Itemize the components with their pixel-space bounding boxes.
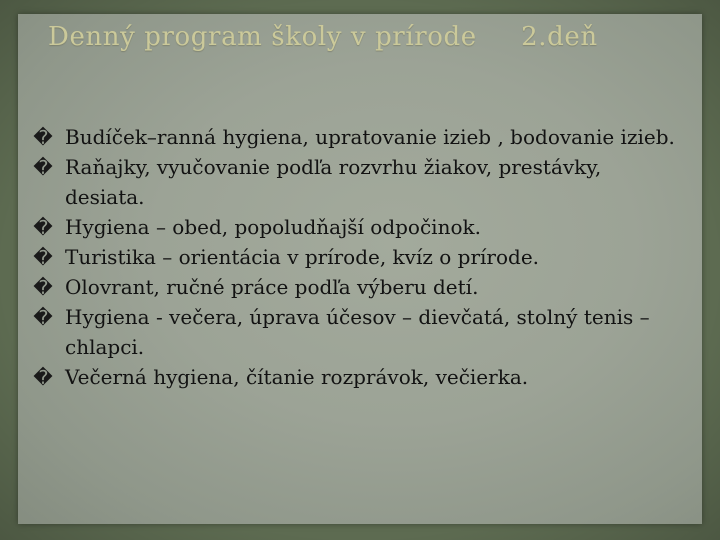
list-item: [30, 122, 680, 152]
list-item-text: Olovrant, ručné práce podľa výberu detí.: [65, 275, 479, 299]
list-item: [30, 302, 680, 362]
slide-title: Denný program školy v prírode 2.deň: [48, 22, 598, 52]
list-item-text: Hygiena - večera, úprava účesov – dievčatá, stolný tenis – chlapci.: [65, 305, 650, 359]
bullet-icon: �: [33, 127, 53, 149]
bullet-icon: �: [33, 247, 53, 269]
list-item: [30, 212, 680, 242]
list-item-text: Turistika – orientácia v prírode, kvíz o prírode.: [65, 245, 540, 269]
list-item-text: Budíček–ranná hygiena, upratovanie izieb , bodovanie izieb.: [65, 125, 675, 149]
list-item: [30, 152, 680, 212]
list-item: [30, 242, 680, 272]
bullet-icon: �: [33, 307, 53, 329]
bullet-icon: �: [33, 157, 53, 179]
list-item-text: Večerná hygiena, čítanie rozprávok, večierka.: [65, 365, 529, 389]
bullet-icon: �: [33, 277, 53, 299]
list-item: [30, 362, 680, 392]
schedule-list: [30, 122, 680, 392]
list-item-text: Hygiena – obed, popoludňajší odpočinok.: [65, 215, 481, 239]
list-item: [30, 272, 680, 302]
list-item-text: Raňajky, vyučovanie podľa rozvrhu žiakov, prestávky, desiata.: [65, 155, 602, 209]
bullet-icon: �: [33, 217, 53, 239]
bullet-icon: �: [33, 367, 53, 389]
